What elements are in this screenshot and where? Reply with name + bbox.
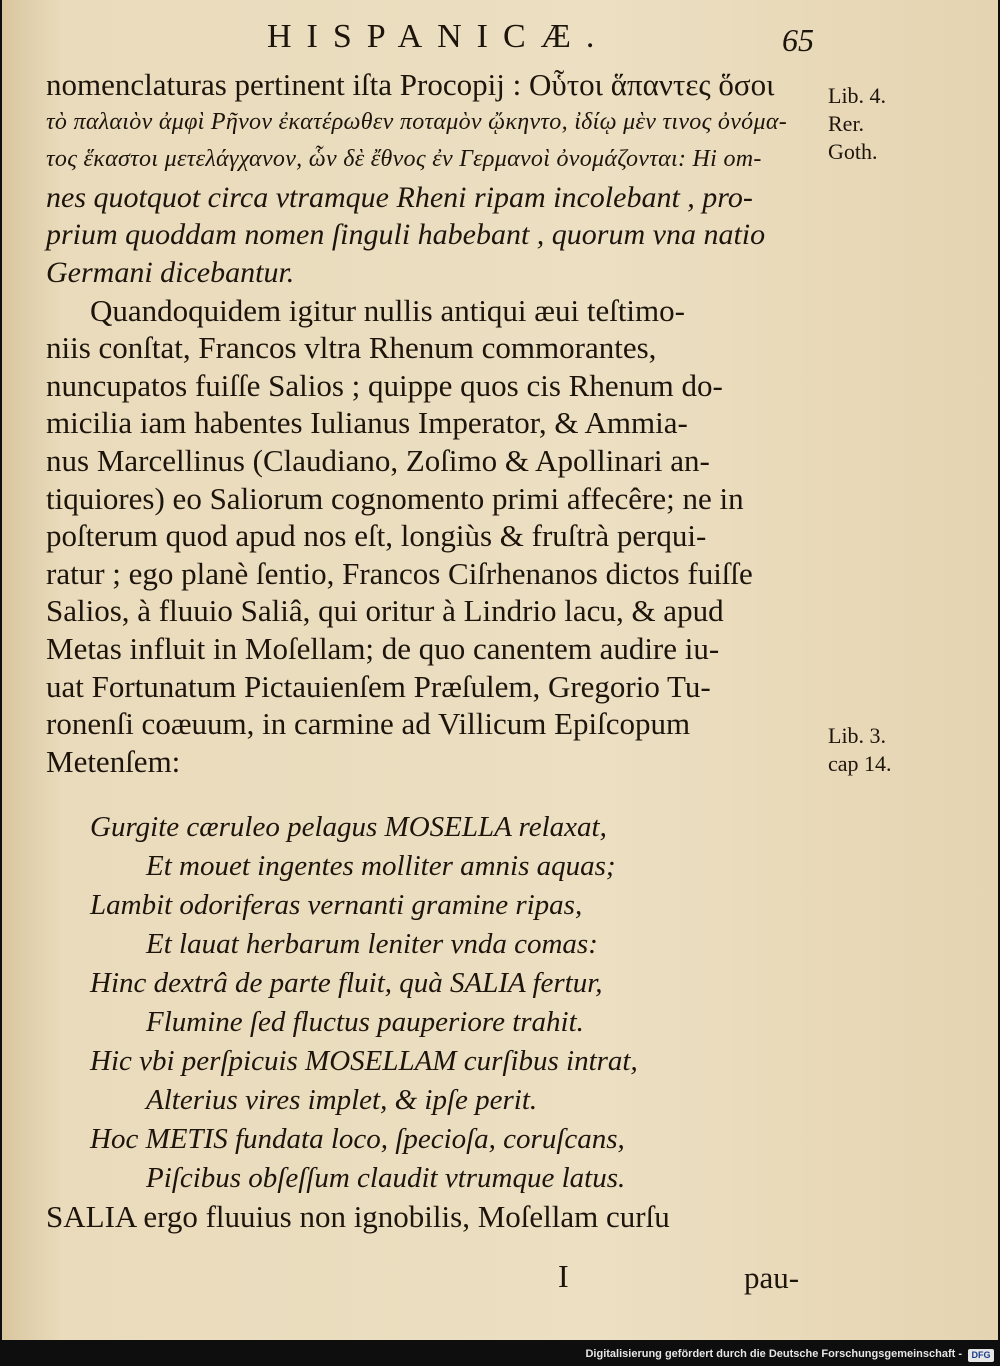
- digitization-credit: Digitalisierung gefördert durch die Deutsche Forschungsgemeinschaft -: [585, 1348, 962, 1360]
- text-line: Metas influit in Moſellam; de quo canentem audire iu-: [46, 630, 720, 666]
- margin-note-lib4: [828, 82, 886, 166]
- text-line: niis conſtat, Francos vltra Rhenum commorantes,: [46, 330, 657, 366]
- verse-line: Hinc dextrâ de parte fluit, quà SALIA fertur,: [90, 967, 603, 999]
- book-page: [2, 0, 998, 1340]
- margin-note-line: cap 14.: [828, 751, 892, 776]
- margin-note-lib3: [828, 722, 892, 778]
- text-line: τος ἕκαστοι μετελάγχανον, ὧν δὲ ἔθνος ἐν Γερμανοὶ ὀνομάζονται: Hi om-: [46, 146, 762, 173]
- verse-line: Hoc METIS fundata loco, ſpecioſa, coruſcans,: [90, 1123, 625, 1155]
- footer-bar: [0, 1346, 1000, 1366]
- text-line: nomenclaturas pertinent iſta Procopij : Οὗτοι ἅπαντες ὅσοι: [46, 67, 775, 102]
- closing-text: [46, 1198, 826, 1236]
- text-line: poſterum quod apud nos eſt, longiùs & fruſtrà perqui-: [46, 518, 707, 554]
- verse-line: Gurgite cæruleo pelagus MOSELLA relaxat,: [90, 811, 607, 843]
- verse-line: Et mouet ingentes molliter amnis aquas;: [146, 850, 616, 882]
- signature-mark: I: [558, 1258, 569, 1294]
- verse-line: Hic vbi perſpicuis MOSELLAM curſibus intrat,: [90, 1045, 638, 1077]
- text-line: prium quoddam nomen ſinguli habebant , quorum vna natio: [46, 218, 766, 252]
- verse-line: Et lauat herbarum leniter vnda comas:: [146, 928, 598, 960]
- text-line: tiquiores) eo Saliorum cognomento primi affecêre; ne in: [46, 480, 744, 516]
- margin-note-line: Rer.: [828, 111, 865, 136]
- text-line: SALIA ergo fluuius non ignobilis, Moſellam curſu: [46, 1199, 670, 1234]
- running-head: HISPANICÆ.: [267, 18, 610, 55]
- main-text: [46, 66, 826, 780]
- dfg-logo-icon: DFG: [968, 1349, 994, 1362]
- text-line: τὸ παλαιὸν ἀμφὶ Ρῆνον ἐκατέρωθεν ποταμὸν ᾤκηντο, ἰδίῳ μὲν τινος ὀνόμα-: [46, 108, 788, 135]
- text-line: uat Fortunatum Pictauienſem Præſulem, Gregorio Tu-: [46, 668, 711, 704]
- text-line: micilia iam habentes Iulianus Imperator, & Ammia-: [46, 405, 688, 441]
- text-line: nes quotquot circa vtramque Rheni ripam incolebant , pro-: [46, 180, 753, 214]
- text-line: ronenſi coæuum, in carmine ad Villicum Epiſcopum: [46, 706, 691, 742]
- text-line: ratur ; ego planè ſentio, Francos Ciſrhenanos dictos fuiſſe: [46, 555, 753, 591]
- verse-line: Flumine ſed fluctus pauperiore trahit.: [146, 1006, 584, 1038]
- verse-line: Piſcibus obſeſſum claudit vtrumque latus.: [146, 1162, 626, 1194]
- page-foot: [2, 1258, 998, 1298]
- page-number: 65: [782, 22, 814, 58]
- margin-note-line: Goth.: [828, 139, 878, 164]
- text-line: Quandoquidem igitur nullis antiqui æui teſtimo-: [90, 292, 685, 328]
- verse-line: Alterius vires implet, & ipſe perit.: [146, 1084, 538, 1116]
- margin-note-line: Lib. 3.: [828, 723, 887, 748]
- text-line: Metenſem:: [46, 743, 181, 779]
- text-line: nuncupatos fuiſſe Salios ; quippe quos cis Rhenum do-: [46, 367, 723, 403]
- page-header: [2, 14, 998, 64]
- catchword: pau-: [744, 1260, 800, 1295]
- text-line: nus Marcellinus (Claudiano, Zoſimo & Apollinari an-: [46, 442, 710, 478]
- margin-note-line: Lib. 4.: [828, 83, 887, 108]
- text-line: Germani dicebantur.: [46, 255, 295, 289]
- text-line: Salios, à fluuio Saliâ, qui oritur à Lindrio lacu, & apud: [46, 593, 724, 629]
- poem-quotation: [46, 808, 826, 1198]
- verse-line: Lambit odoriferas vernanti gramine ripas,: [90, 889, 583, 921]
